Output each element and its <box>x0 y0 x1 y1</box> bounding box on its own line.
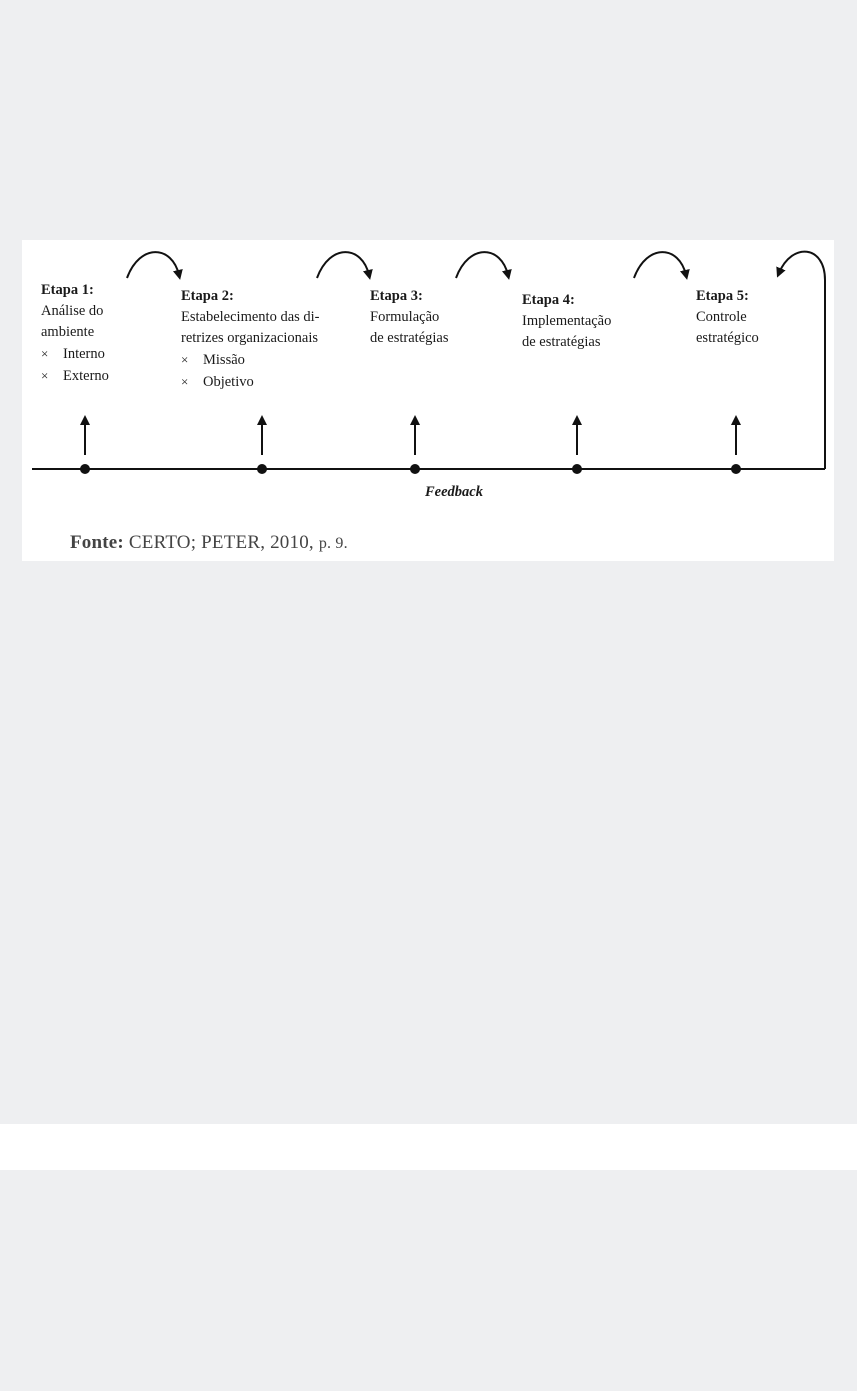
stage-dot-4 <box>572 464 582 474</box>
stage-1-line-1: Análise do <box>41 303 104 319</box>
stage-2-title: Etapa 2: <box>181 288 234 304</box>
stage-4-line-2: de estratégias <box>522 334 601 350</box>
stage-2-line-1: Estabelecimento das di- <box>181 309 320 325</box>
stage-2 <box>181 286 320 393</box>
stage-3-title: Etapa 3: <box>370 288 423 304</box>
stage-1-line-2: ambiente <box>41 324 95 340</box>
stage-1 <box>41 280 109 387</box>
stage-5-title: Etapa 5: <box>696 288 749 304</box>
stage-1-title: Etapa 1: <box>41 282 94 298</box>
stage-4 <box>522 290 611 353</box>
divider-band <box>0 1124 857 1170</box>
curved-arrow-1-2 <box>127 252 179 278</box>
stage-3 <box>370 286 449 349</box>
stage-dot-2 <box>257 464 267 474</box>
stage-4-title: Etapa 4: <box>522 292 575 308</box>
feedback-return-arrow <box>779 252 825 469</box>
curved-arrow-4-5 <box>634 252 686 278</box>
stage-1-bullet-1: × Interno <box>41 343 109 365</box>
curved-arrow-2-3 <box>317 252 369 278</box>
curved-arrow-3-4 <box>456 252 508 278</box>
source-label: Fonte: <box>70 532 124 553</box>
stage-2-bullet-1: × Missão <box>181 349 320 371</box>
source-page: p. 9. <box>318 535 348 552</box>
stage-markers <box>80 420 741 474</box>
stage-1-bullet-2: × Externo <box>41 365 109 387</box>
strategic-process-figure <box>22 240 834 561</box>
stage-dot-5 <box>731 464 741 474</box>
stage-2-bullet-2: × Objetivo <box>181 371 320 393</box>
stage-5-line-1: Controle <box>696 309 747 325</box>
stage-5-line-2: estratégico <box>696 330 759 346</box>
stage-3-line-1: Formulação <box>370 309 440 325</box>
source-text: CERTO; PETER, 2010, <box>128 532 314 553</box>
stage-dot-3 <box>410 464 420 474</box>
stage-2-line-2: retrizes organizacionais <box>181 330 319 346</box>
stage-5 <box>696 286 759 349</box>
stage-dot-1 <box>80 464 90 474</box>
stage-transition-arrows <box>127 252 686 278</box>
stage-3-line-2: de estratégias <box>370 330 449 346</box>
feedback-label: Feedback <box>425 484 483 500</box>
stage-4-line-1: Implementação <box>522 313 612 329</box>
figure-source <box>70 532 348 554</box>
